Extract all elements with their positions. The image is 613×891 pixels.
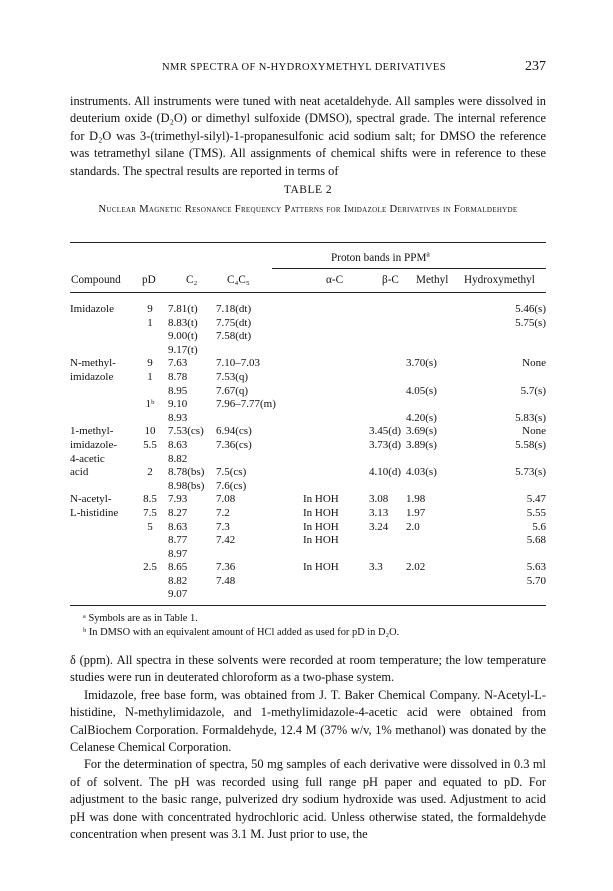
cell-beta-c (369, 330, 406, 344)
cell-pd: 7.5 (143, 506, 157, 519)
cell-hydroxymethyl: None (522, 357, 546, 370)
table-row (70, 303, 546, 317)
table-row (70, 480, 546, 494)
cell-methyl (406, 534, 465, 548)
table-label: TABLE 2 (283, 184, 333, 196)
cell-beta-c (369, 453, 406, 467)
cell-hydroxymethyl (465, 480, 546, 494)
table-bottom-rule (70, 605, 546, 606)
cell-beta-c (369, 480, 406, 494)
cell-beta-c (369, 588, 406, 602)
cell-pd: 1 (147, 316, 153, 329)
cell-methyl: 3.89(s) (406, 438, 437, 451)
cell-pd: 2.5 (143, 561, 157, 574)
cell-c2: 8.93 (168, 411, 188, 424)
intro-paragraph: instruments. All instruments were tuned with neat acetaldehyde. All samples were dissolved in deuterium oxide (D₂O) or dimethyl sulfoxide (DMSO), spectral grade. The internal reference for D₂O was 3-(trimethyl-silyl)-1-propanesulfonic acid sodium salt; for DMSO the reference was tetramethyl silane (TMS). All assignments of chemical shifts were in reference to these standards. The spectral results are reported in terms of (70, 94, 546, 178)
cell-c4c5: 7.3 (216, 520, 230, 533)
cell-hydroxymethyl: 5.83(s) (515, 411, 546, 424)
cell-c4c5: 7.42 (216, 534, 236, 547)
cell-c4c5: 7.96–7.77(m) (216, 398, 276, 411)
cell-methyl (406, 398, 465, 412)
cell-compound (70, 412, 132, 426)
cell-pd: 5 (147, 520, 153, 533)
cell-c2: 7.53(cs) (168, 425, 204, 438)
body-text (70, 652, 546, 843)
cell-c2: 8.82 (168, 574, 188, 587)
cell-alpha-c: In HOH (303, 506, 339, 519)
cell-pd (132, 412, 168, 426)
cell-c2: 8.78(bs) (168, 466, 205, 479)
nmr-table-body (70, 303, 546, 602)
cell-hydroxymethyl (465, 453, 546, 467)
cell-compound (70, 561, 132, 575)
cell-alpha-c (303, 575, 369, 589)
cell-c4c5: 7.67(q) (216, 384, 249, 397)
cell-pd (132, 588, 168, 602)
cell-pd (132, 575, 168, 589)
cell-c4c5 (216, 412, 303, 426)
table-spanner-heading: Proton bands in PPM$^a$ (331, 249, 430, 264)
cell-methyl: 2.02 (406, 561, 426, 574)
cell-compound: Imidazole (70, 303, 114, 315)
table-row (70, 534, 546, 548)
cell-c2: 8.83(t) (168, 316, 198, 329)
cell-c2: 9.10 (168, 398, 188, 411)
cell-methyl: 4.03(s) (406, 466, 437, 479)
cell-beta-c (369, 398, 406, 412)
cell-compound (70, 330, 132, 344)
cell-c2: 8.95 (168, 384, 188, 397)
cell-c4c5: 7.36 (216, 561, 236, 574)
table-footnotes (83, 612, 399, 639)
cell-alpha-c (303, 588, 369, 602)
col-header-c4c5: C₄C₅ (227, 274, 250, 286)
col-header-compound: Compound (71, 274, 121, 286)
col-header-beta-c: β-C (382, 274, 399, 286)
table-row (70, 453, 546, 467)
cell-alpha-c (303, 466, 369, 480)
cell-c2: 8.78 (168, 370, 188, 383)
table-row (70, 521, 546, 535)
cell-alpha-c (303, 548, 369, 562)
cell-alpha-c (303, 303, 369, 317)
table-row (70, 330, 546, 344)
spanner-footnote-mark: a (426, 249, 430, 259)
cell-alpha-c (303, 439, 369, 453)
col-header-hydroxymethyl: Hydroxymethyl (464, 274, 535, 286)
cell-c4c5: 7.58(dt) (216, 330, 252, 343)
cell-c4c5 (216, 344, 303, 358)
cell-beta-c (369, 344, 406, 358)
cell-compound: L-histidine (70, 506, 119, 519)
cell-compound (70, 588, 132, 602)
cell-methyl: 4.20(s) (406, 411, 437, 424)
cell-methyl (406, 480, 465, 494)
cell-c4c5 (216, 588, 303, 602)
cell-methyl (406, 317, 465, 331)
table-row (70, 371, 546, 385)
cell-hydroxymethyl: 5.46(s) (515, 303, 546, 315)
table-caption: Nuclear Magnetic Resonance Frequency Patterns for Imidazole Derivatives in Formaldehyde (98, 204, 518, 215)
cell-compound (70, 521, 132, 535)
cell-methyl (406, 575, 465, 589)
cell-c4c5: 7.10–7.03 (216, 357, 260, 370)
cell-hydroxymethyl (465, 588, 546, 602)
cell-c2: 9.07 (168, 588, 188, 601)
cell-pd: 1ᵇ (145, 398, 155, 411)
cell-hydroxymethyl: 5.58(s) (515, 438, 546, 451)
cell-methyl (406, 371, 465, 385)
cell-beta-c (369, 357, 406, 371)
cell-beta-c (369, 412, 406, 426)
cell-alpha-c (303, 330, 369, 344)
cell-c2: 8.27 (168, 506, 188, 519)
cell-c4c5: 7.48 (216, 574, 236, 587)
cell-c2: 8.98(bs) (168, 479, 205, 492)
cell-alpha-c: In HOH (303, 534, 339, 547)
table-header-rule (70, 292, 546, 293)
table-row (70, 439, 546, 453)
cell-alpha-c (303, 480, 369, 494)
cell-c4c5: 7.75(dt) (216, 316, 252, 329)
cell-alpha-c (303, 344, 369, 358)
cell-alpha-c (303, 317, 369, 331)
table-row (70, 575, 546, 589)
col-header-c2: C₂ (186, 274, 198, 286)
cell-beta-c (369, 575, 406, 589)
cell-hydroxymethyl: 5.47 (526, 493, 546, 506)
cell-beta-c (369, 385, 406, 399)
cell-c2: 8.63 (168, 438, 188, 451)
cell-methyl (406, 453, 465, 467)
cell-c4c5: 7.18(dt) (216, 303, 252, 315)
cell-compound: 4-acetic (70, 452, 105, 465)
cell-compound: N-acetyl- (70, 493, 112, 506)
cell-pd: 9 (147, 303, 153, 315)
cell-pd (132, 453, 168, 467)
cell-c2: 7.81(t) (168, 303, 198, 315)
cell-methyl: 3.70(s) (406, 357, 437, 370)
cell-hydroxymethyl (465, 330, 546, 344)
table-row (70, 398, 546, 412)
table-row (70, 317, 546, 331)
cell-hydroxymethyl: 5.7(s) (520, 384, 546, 397)
cell-hydroxymethyl (465, 344, 546, 358)
cell-c2: 9.00(t) (168, 330, 198, 343)
cell-beta-c: 3.24 (369, 520, 389, 533)
cell-compound: N-methyl- (70, 357, 116, 370)
cell-compound (70, 344, 132, 358)
cell-c4c5: 7.6(cs) (216, 479, 247, 492)
cell-compound (70, 548, 132, 562)
cell-hydroxymethyl: 5.73(s) (515, 466, 546, 479)
cell-alpha-c (303, 412, 369, 426)
cell-hydroxymethyl: 5.70 (526, 574, 546, 587)
cell-beta-c (369, 534, 406, 548)
cell-c4c5: 7.08 (216, 493, 236, 506)
cell-methyl (406, 548, 465, 562)
table-row (70, 344, 546, 358)
cell-alpha-c (303, 453, 369, 467)
cell-beta-c (369, 317, 406, 331)
cell-pd: 2 (147, 466, 153, 479)
cell-methyl: 4.05(s) (406, 384, 437, 397)
nmr-data-table (70, 303, 546, 602)
table-spanner-rule (272, 268, 546, 269)
body-paragraph: δ (ppm). All spectra in these solvents were recorded at room temperature; the low temperature studies were run in deuterated chloroform as a two-phase system. (70, 653, 546, 685)
table-row (70, 507, 546, 521)
cell-methyl: 1.98 (406, 493, 426, 506)
cell-alpha-c: In HOH (303, 520, 339, 533)
cell-hydroxymethyl: 5.6 (532, 520, 546, 533)
cell-alpha-c (303, 385, 369, 399)
cell-compound: acid (70, 466, 89, 479)
cell-methyl (406, 344, 465, 358)
cell-compound (70, 534, 132, 548)
cell-c2: 8.82 (168, 452, 188, 465)
table-row (70, 588, 546, 602)
cell-c2: 8.77 (168, 534, 188, 547)
cell-beta-c: 4.10(d) (369, 466, 402, 479)
cell-compound: 1-methyl- (70, 425, 114, 438)
cell-alpha-c (303, 398, 369, 412)
cell-hydroxymethyl (465, 548, 546, 562)
table-top-rule (70, 242, 546, 243)
cell-compound: imidazole- (70, 438, 118, 451)
cell-pd: 8.5 (143, 493, 157, 506)
cell-methyl: 1.97 (406, 506, 426, 519)
cell-hydroxymethyl: 5.55 (526, 506, 546, 519)
cell-compound (70, 317, 132, 331)
cell-pd (132, 385, 168, 399)
cell-methyl: 3.69(s) (406, 425, 437, 438)
table-row (70, 412, 546, 426)
cell-methyl: 2.0 (406, 520, 420, 533)
cell-beta-c (369, 303, 406, 317)
running-header (70, 60, 546, 78)
cell-hydroxymethyl: 5.63 (526, 561, 546, 574)
cell-hydroxymethyl (465, 371, 546, 385)
cell-c2: 8.97 (168, 547, 188, 560)
footnote-b: ᵇ In DMSO with an equivalent amount of HCl added as used for pD in D₂O. (83, 626, 400, 638)
cell-c2: 7.63 (168, 357, 188, 370)
col-header-methyl: Methyl (416, 274, 449, 286)
cell-methyl (406, 303, 465, 317)
col-header-pd: pD (142, 274, 156, 286)
cell-c4c5: 6.94(cs) (216, 425, 252, 438)
cell-c2: 8.63 (168, 520, 188, 533)
cell-c4c5: 7.5(cs) (216, 466, 247, 479)
cell-alpha-c (303, 357, 369, 371)
table-row (70, 561, 546, 575)
table-row (70, 548, 546, 562)
cell-compound (70, 480, 132, 494)
cell-methyl (406, 330, 465, 344)
cell-c4c5: 7.36(cs) (216, 438, 252, 451)
cell-alpha-c (303, 371, 369, 385)
col-header-alpha-c: α-C (326, 274, 344, 286)
cell-pd (132, 548, 168, 562)
cell-c4c5 (216, 453, 303, 467)
cell-beta-c (369, 548, 406, 562)
running-title: NMR SPECTRA OF N-HYDROXYMETHYL DERIVATIVES (162, 62, 446, 73)
body-paragraph: Imidazole, free base form, was obtained from J. T. Baker Chemical Company. N-Acetyl-L-histidine, N-methylimidazole, and 1-methylimidazole-4-acetic acid were obtained from CalBiochem Corporation. Formaldehyde, 12.4 M (37% w/v, 1% methanol) was donated by the Celanese Chemical Corporation. (70, 687, 546, 755)
cell-hydroxymethyl (465, 398, 546, 412)
cell-pd: 9 (147, 357, 153, 370)
cell-compound (70, 575, 132, 589)
cell-alpha-c (303, 425, 369, 439)
cell-beta-c: 3.73(d) (369, 438, 402, 451)
cell-beta-c: 3.3 (369, 561, 383, 574)
cell-pd: 10 (144, 425, 156, 438)
cell-pd: 5.5 (143, 438, 157, 451)
cell-pd (132, 330, 168, 344)
cell-c4c5 (216, 548, 303, 562)
cell-pd (132, 534, 168, 548)
page-number: 237 (525, 59, 546, 74)
cell-alpha-c: In HOH (303, 493, 339, 506)
cell-c2: 9.17(t) (168, 343, 198, 356)
cell-compound (70, 398, 132, 412)
cell-pd (132, 480, 168, 494)
table-row (70, 357, 546, 371)
cell-alpha-c: In HOH (303, 561, 339, 574)
cell-beta-c: 3.08 (369, 493, 389, 506)
cell-hydroxymethyl: 5.68 (526, 534, 546, 547)
cell-hydroxymethyl: None (522, 425, 546, 438)
cell-compound: imidazole (70, 370, 114, 383)
body-paragraph: For the determination of spectra, 50 mg samples of each derivative were dissolved in 0.3 ml of of solvent. The pH was recorded using full range pH paper and equated to pD. For adjustment to the basic range, pulverized dry sodium hydroxide was used. Adjustment to acid pH was done with concentrated hydrochloric acid. Unless otherwise stated, the formaldehyde concentration when present was 3.1 M. Just prior to use, the (70, 757, 546, 842)
cell-beta-c: 3.13 (369, 506, 389, 519)
cell-methyl (406, 588, 465, 602)
table-row (70, 385, 546, 399)
cell-pd (132, 344, 168, 358)
cell-beta-c: 3.45(d) (369, 425, 402, 438)
cell-c4c5: 7.2 (216, 506, 230, 519)
cell-beta-c (369, 371, 406, 385)
cell-pd: 1 (147, 370, 153, 383)
footnote-a: ᵃ Symbols are as in Table 1. (83, 613, 198, 624)
cell-c4c5: 7.53(q) (216, 370, 249, 383)
cell-hydroxymethyl: 5.75(s) (515, 316, 546, 329)
cell-c2: 7.93 (168, 493, 188, 506)
table-row (70, 425, 546, 439)
table-row (70, 466, 546, 480)
cell-compound (70, 385, 132, 399)
cell-c2: 8.65 (168, 561, 188, 574)
table-row (70, 493, 546, 507)
